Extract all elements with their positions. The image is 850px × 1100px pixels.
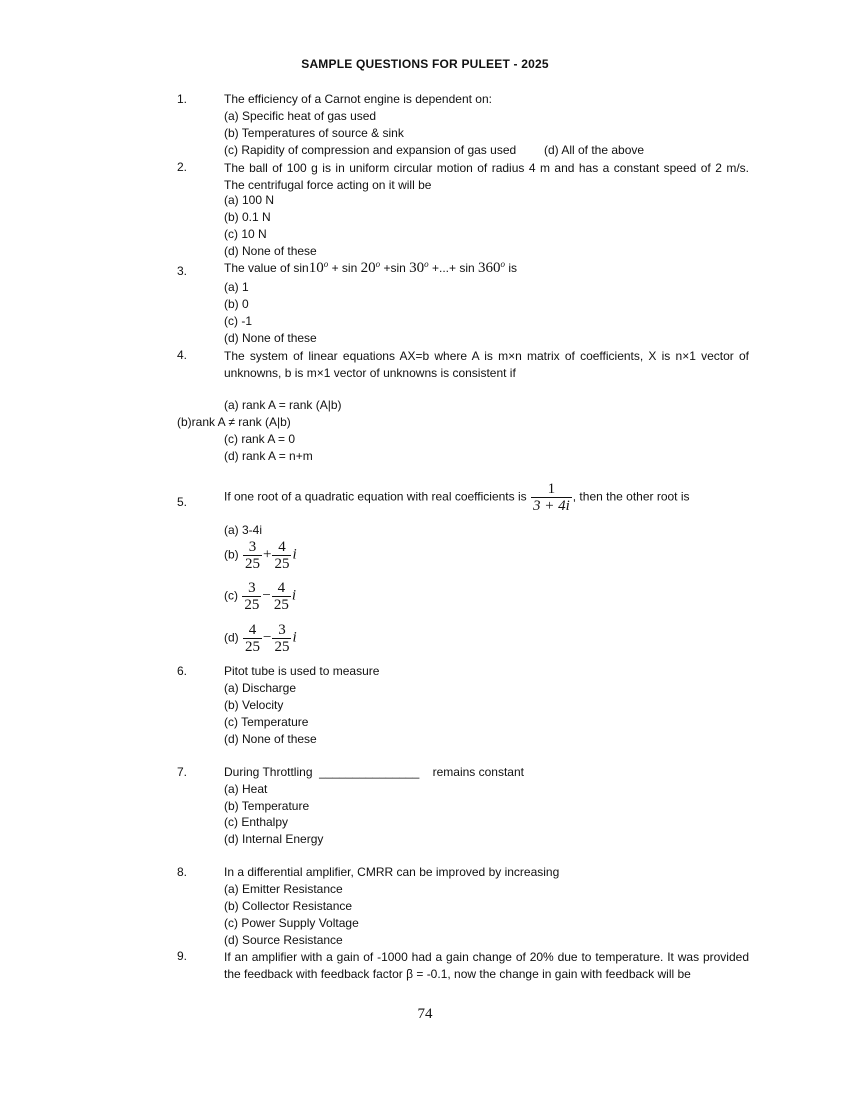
- text-segment: is: [508, 261, 518, 275]
- denominator: 25: [245, 556, 261, 572]
- question-number: 8.: [177, 865, 188, 879]
- option-a: (a) 100 N: [224, 193, 275, 207]
- option-d: (d) Internal Energy: [224, 832, 324, 846]
- option-c: (c) Rapidity of compression and expansion of gas used: [224, 143, 517, 157]
- operator: −: [263, 629, 272, 646]
- question-number: 9.: [177, 949, 188, 963]
- question-text: The efficiency of a Carnot engine is dependent on:: [224, 92, 492, 106]
- degree-sign: o: [375, 259, 381, 269]
- operator: +: [263, 546, 272, 563]
- question-number: 2.: [177, 160, 188, 174]
- denominator: 25: [244, 597, 260, 613]
- numerator: 4: [248, 622, 257, 638]
- question-number: 7.: [177, 765, 188, 779]
- question-number: 4.: [177, 348, 188, 362]
- question-text: Pitot tube is used to measure: [224, 664, 380, 678]
- question-text: [224, 481, 690, 514]
- option-label: (c): [224, 588, 238, 603]
- option-label: (b): [224, 547, 239, 562]
- question-text: [224, 259, 517, 277]
- option-a: (a) rank A = rank (A|b): [224, 398, 342, 412]
- imaginary-unit: i: [292, 629, 297, 646]
- option-c: (c) Temperature: [224, 715, 309, 729]
- denominator: 25: [274, 556, 290, 572]
- angle-value: 20: [360, 260, 376, 276]
- option-b: (b) 0: [224, 297, 249, 311]
- option-d: (d) None of these: [224, 331, 317, 345]
- text-segment: + sin: [331, 261, 358, 275]
- option-c: (c) -1: [224, 314, 252, 328]
- denominator: 25: [274, 639, 290, 655]
- fraction: [272, 622, 291, 655]
- numerator: 4: [277, 580, 286, 596]
- fraction: [242, 580, 261, 613]
- question-text: In a differential amplifier, CMRR can be improved by increasing: [224, 865, 560, 879]
- option-a: (a) 3-4i: [224, 523, 263, 537]
- option-d: (d) rank A = n+m: [224, 449, 313, 463]
- option-b: (b) Velocity: [224, 698, 284, 712]
- fraction: [272, 580, 291, 613]
- text-segment: +...+ sin: [431, 261, 475, 275]
- option-a: (a) 1: [224, 280, 249, 294]
- page-number: 74: [417, 1006, 433, 1022]
- option-a: (a) Heat: [224, 782, 268, 796]
- fraction: [243, 622, 262, 655]
- numerator: 3: [248, 580, 256, 596]
- text-segment: The value of sin: [224, 261, 309, 275]
- question-number: 6.: [177, 664, 188, 678]
- angle-value: 10: [308, 260, 324, 276]
- question-number: 1.: [177, 92, 188, 106]
- numerator: 1: [547, 481, 556, 497]
- denominator: 25: [245, 639, 261, 655]
- numerator: 3: [248, 539, 257, 555]
- denominator: 3 + 4i: [532, 498, 570, 514]
- option-b: (b) Collector Resistance: [224, 899, 353, 913]
- text-segment: , then the other root is: [572, 489, 690, 504]
- text-segment: If one root of a quadratic equation with real coefficients is: [224, 489, 527, 504]
- option-a: (a) Emitter Resistance: [224, 882, 343, 896]
- fraction: [272, 539, 291, 572]
- option-b: (b) 0.1 N: [224, 210, 271, 224]
- angle-value: 360: [478, 260, 501, 276]
- question-text: The system of linear equations AX=b where A is m×n matrix of coefficients, X is n×1 vector of unknowns, b is m×1 vector of unknowns is consistent if: [224, 349, 749, 380]
- option-b: (b) Temperature: [224, 799, 310, 813]
- degree-sign: o: [424, 259, 429, 269]
- option-d: (d) None of these: [224, 244, 317, 258]
- question-number: 3.: [177, 264, 188, 278]
- option-c: (c) Power Supply Voltage: [224, 916, 359, 930]
- option-a: (a) Discharge: [224, 681, 297, 695]
- page-title: SAMPLE QUESTIONS FOR PULEET - 2025: [301, 57, 549, 71]
- option-d: (d) All of the above: [544, 143, 645, 157]
- fraction: [531, 481, 572, 514]
- fraction: [243, 539, 262, 572]
- operator: −: [262, 587, 271, 604]
- question-text: During Throttling _______________ remains constant: [224, 765, 524, 779]
- option-d: (d) None of these: [224, 732, 317, 746]
- option-c: (c) 10 N: [224, 227, 267, 241]
- angle-value: 30: [409, 260, 425, 276]
- question-text: If an amplifier with a gain of -1000 had a gain change of 20% due to temperature. It was provided the feedback with feedback factor β = -0.1, now the change in gain with feedback will be: [224, 950, 749, 981]
- text-segment: +sin: [383, 261, 406, 275]
- question-text: The ball of 100 g is in uniform circular motion of radius 4 m and has a constant speed of 2 m/s. The centrifugal force acting on it will be: [224, 161, 749, 192]
- option-d: [224, 622, 297, 655]
- degree-sign: o: [323, 259, 329, 269]
- question-number: 5.: [177, 495, 188, 509]
- option-label: (d): [224, 630, 239, 645]
- option-a: (a) Specific heat of gas used: [224, 109, 377, 123]
- imaginary-unit: i: [291, 587, 296, 604]
- option-b: (b)rank A ≠ rank (A|b): [177, 415, 291, 429]
- denominator: 25: [273, 597, 289, 613]
- option-d: (d) Source Resistance: [224, 933, 343, 947]
- option-c: (c) Enthalpy: [224, 815, 289, 829]
- imaginary-unit: i: [292, 546, 297, 563]
- numerator: 3: [278, 622, 286, 638]
- option-b: (b) Temperatures of source & sink: [224, 126, 404, 140]
- numerator: 4: [278, 539, 286, 555]
- option-b: [224, 539, 297, 572]
- option-c: (c) rank A = 0: [224, 432, 296, 446]
- degree-sign: o: [500, 259, 506, 269]
- option-c: [224, 580, 296, 613]
